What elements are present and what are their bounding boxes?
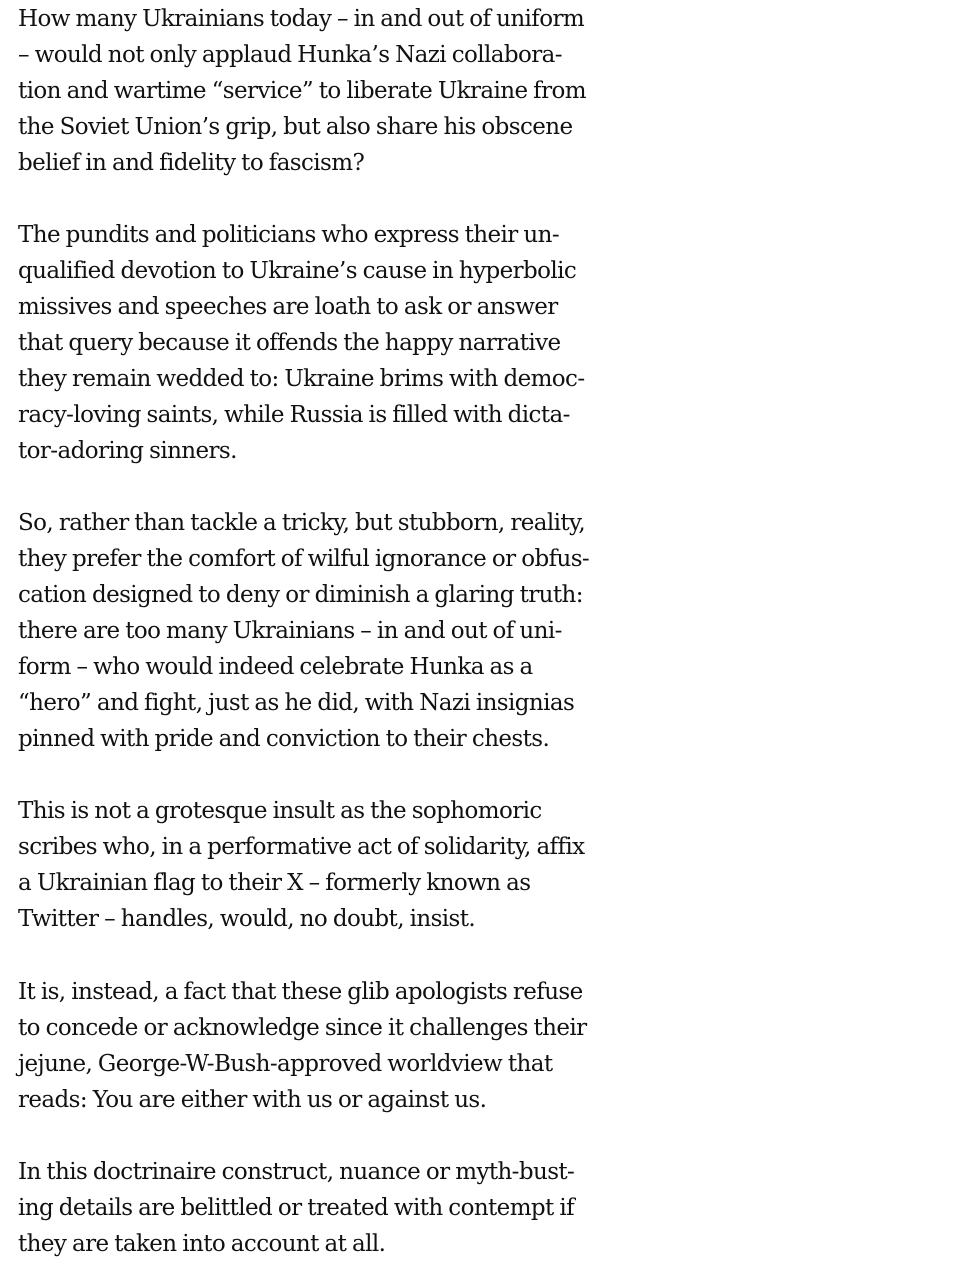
text-line: a Ukrainian flag to their X – formerly known as — [18, 870, 531, 896]
text-line: that query because it offends the happy narrative — [18, 330, 561, 356]
text-line: pinned with pride and conviction to their chests. — [18, 726, 550, 752]
paragraph — [18, 1154, 574, 1262]
text-line: missives and speeches are loath to ask or answer — [18, 294, 558, 320]
text-line: they prefer the comfort of wilful ignorance or obfus- — [18, 546, 590, 572]
text-line: It is, instead, a fact that these glib apologists refuse — [18, 979, 583, 1005]
text-line: “hero” and fight, just as he did, with Nazi insignias — [18, 690, 575, 716]
text-line: belief in and fidelity to fascism? — [18, 150, 365, 176]
text-line: to concede or acknowledge since it challenges their — [18, 1015, 587, 1041]
text-line: How many Ukrainians today – in and out of uniform — [18, 6, 585, 32]
text-line: tion and wartime “service” to liberate Ukraine from — [18, 78, 586, 104]
text-line: tor-adoring sinners. — [18, 438, 237, 464]
text-line: ing details are belittled or treated with contempt if — [18, 1195, 575, 1221]
text-line: form – who would indeed celebrate Hunka as a — [18, 654, 533, 680]
paragraph — [18, 217, 585, 469]
text-line: The pundits and politicians who express their un- — [18, 222, 559, 248]
text-line: So, rather than tackle a tricky, but stubborn, reality, — [18, 510, 586, 536]
text-line: racy-loving saints, while Russia is filled with dicta- — [18, 402, 570, 428]
text-line: qualified devotion to Ukraine’s cause in hyperbolic — [18, 258, 577, 284]
text-line: cation designed to deny or diminish a glaring truth: — [18, 582, 583, 608]
text-line: reads: You are either with us or against us. — [18, 1087, 487, 1113]
text-line: In this doctrinaire construct, nuance or myth-bust- — [18, 1159, 575, 1185]
paragraph — [18, 505, 589, 757]
text-line: – would not only applaud Hunka’s Nazi collabora- — [18, 42, 562, 68]
paragraph — [18, 1, 586, 181]
paragraph — [18, 974, 587, 1118]
paragraph — [18, 793, 585, 937]
text-line: scribes who, in a performative act of solidarity, affix — [18, 834, 585, 860]
text-line: they are taken into account at all. — [18, 1231, 386, 1257]
text-line: This is not a grotesque insult as the sophomoric — [18, 798, 542, 824]
text-line: they remain wedded to: Ukraine brims with democ- — [18, 366, 585, 392]
text-line: jejune, George-W-Bush-approved worldview that — [18, 1051, 553, 1077]
text-line: there are too many Ukrainians – in and out of uni- — [18, 618, 562, 644]
text-line: Twitter – handles, would, no doubt, insist. — [18, 906, 476, 932]
text-line: the Soviet Union’s grip, but also share his obscene — [18, 114, 573, 140]
